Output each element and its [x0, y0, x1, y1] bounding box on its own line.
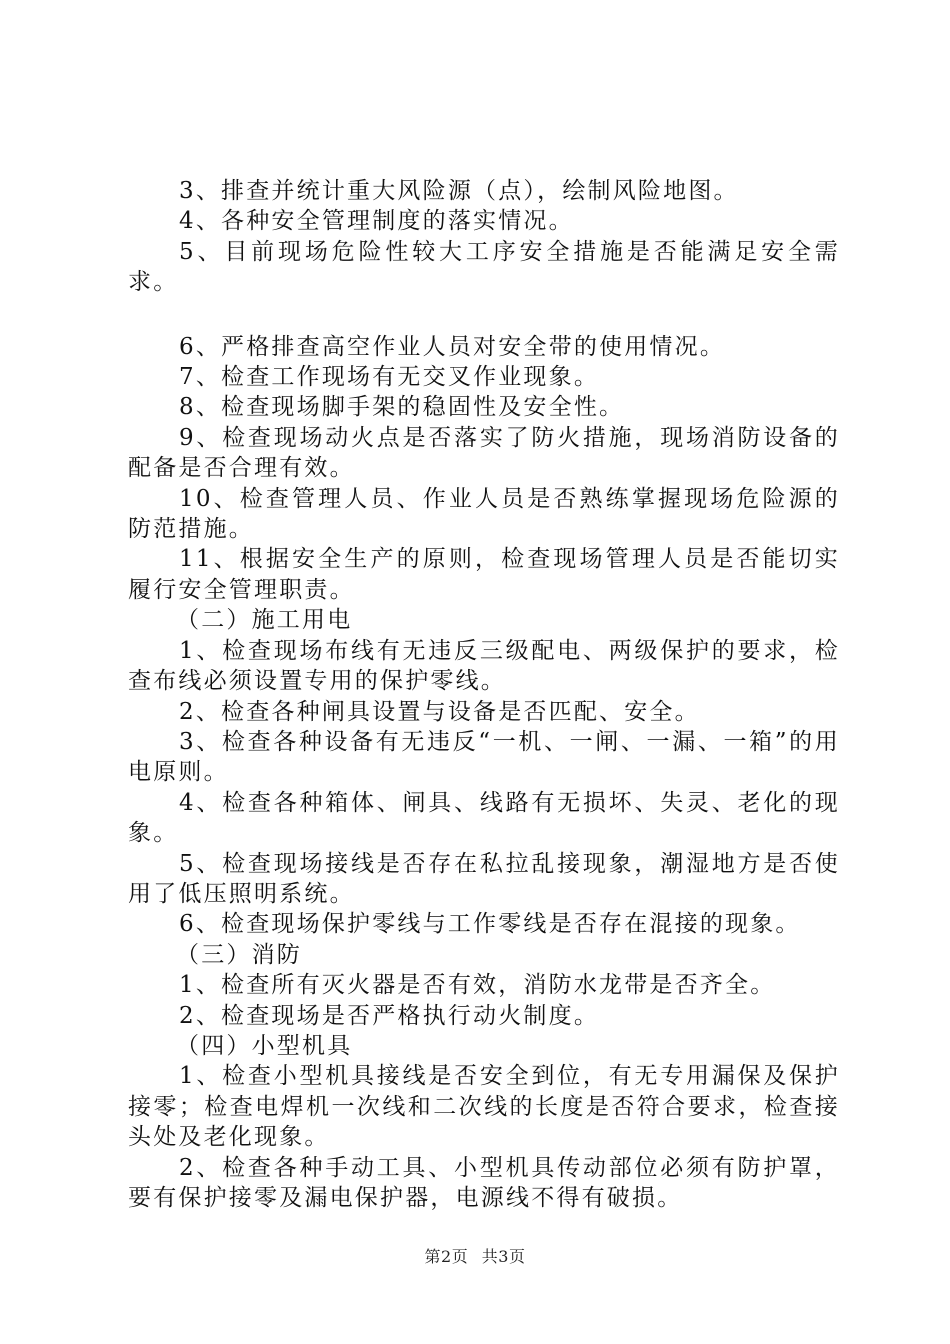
spacer: [128, 298, 840, 332]
paragraph: 2、检查现场是否严格执行动火制度。: [179, 1002, 600, 1029]
paragraph: 6、严格排查高空作业人员对安全带的使用情况。: [179, 333, 726, 360]
paragraph: 5、检查现场接线是否存在私拉乱接现象，潮湿地方是否使用了低压照明系统。: [128, 850, 840, 907]
paragraph: 6、检查现场保护零线与工作零线是否存在混接的现象。: [179, 911, 801, 938]
section-heading-machinery: （四）小型机具: [176, 1032, 353, 1059]
paragraph: 7、检查工作现场有无交叉作业现象。: [179, 364, 600, 391]
paragraph: 4、检查各种箱体、闸具、线路有无损坏、失灵、老化的现象。: [128, 789, 840, 847]
paragraph: 10、检查管理人员、作业人员是否熟练掌握现场危险源的防范措施。: [128, 485, 840, 543]
page-total: 共3页: [481, 1247, 526, 1266]
paragraph: 2、检查各种闸具设置与设备是否匹配、安全。: [179, 698, 700, 725]
page-footer: [0, 1244, 950, 1267]
document-body: [128, 176, 840, 1213]
paragraph: 2、检查各种手动工具、小型机具传动部位必须有防护罩，要有保护接零及漏电保护器，电源线不得有破损。: [128, 1154, 840, 1211]
section-heading-electricity: （二）施工用电: [176, 607, 353, 634]
paragraph: 5、目前现场危险性较大工序安全措施是否能满足安全需求。: [128, 238, 840, 296]
paragraph: 9、检查现场动火点是否落实了防火措施，现场消防设备的配备是否合理有效。: [128, 424, 840, 482]
paragraph: 3、检查各种设备有无违反“一机、一闸、一漏、一箱”的用电原则。: [128, 728, 840, 786]
section-heading-fire: （三）消防: [176, 941, 302, 968]
page-number: 第2页: [424, 1247, 469, 1266]
paragraph: 3、排查并统计重大风险源（点），绘制风险地图。: [179, 178, 739, 204]
paragraph: 1、检查现场布线有无违反三级配电、两级保护的要求，检查布线必须设置专用的保护零线。: [128, 637, 840, 695]
paragraph: 8、检查现场脚手架的稳固性及安全性。: [179, 394, 625, 421]
paragraph: 1、检查所有灭火器是否有效，消防水龙带是否齐全。: [179, 972, 776, 999]
paragraph: 4、各种安全管理制度的落实情况。: [179, 208, 574, 235]
paragraph: 11、根据安全生产的原则，检查现场管理人员是否能切实履行安全管理职责。: [128, 546, 840, 603]
paragraph: 1、检查小型机具接线是否安全到位，有无专用漏保及保护接零；检查电焊机一次线和二次线的长度是否符合要求，检查接头处及老化现象。: [128, 1063, 840, 1151]
